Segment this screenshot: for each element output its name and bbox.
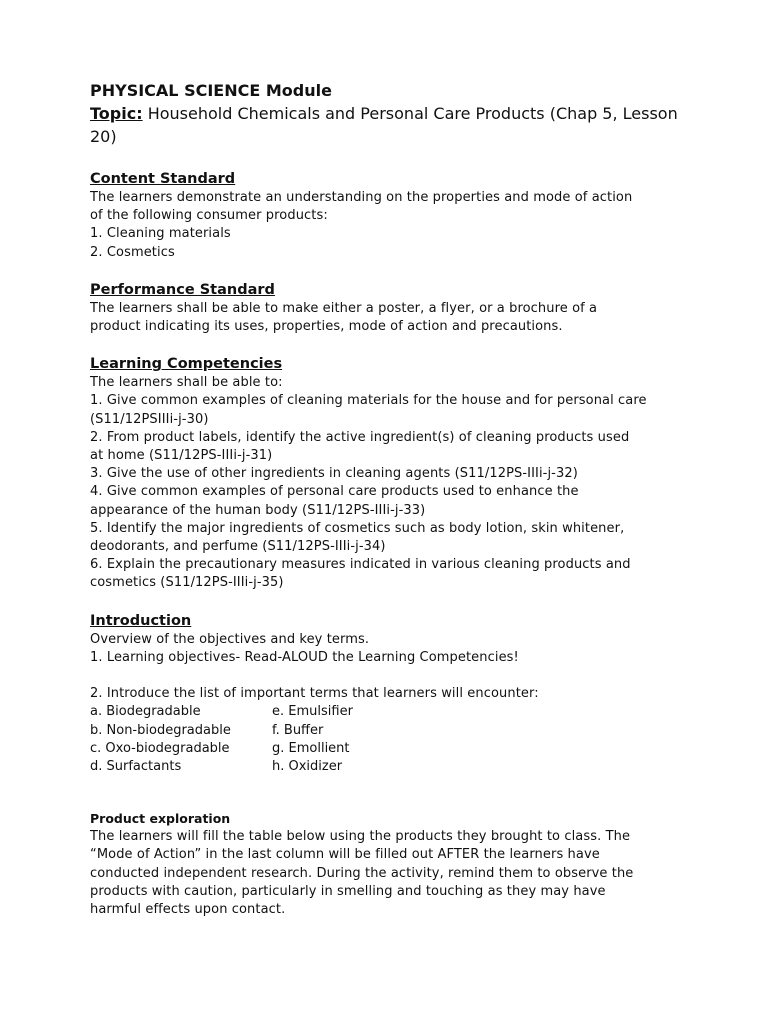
product-exploration-heading: Product exploration: [90, 811, 231, 827]
product-exploration-line: The learners will fill the table below using the products they brought to class. The: [90, 829, 631, 845]
competency-line: 2. From product labels, identify the active ingredient(s) of cleaning products used: [90, 429, 630, 445]
term-item: h. Oxidizer: [272, 759, 343, 775]
competency-line: cosmetics (S11/12PS-IIIi-j-35): [90, 575, 284, 591]
content-standard-heading: Content Standard: [90, 171, 236, 187]
introduction-heading: Introduction: [90, 612, 192, 629]
topic-label: Topic:: [90, 104, 143, 123]
competency-line: deodorants, and perfume (S11/12PS-IIIi-j-34): [90, 539, 386, 555]
introduction-line: Overview of the objectives and key terms.: [90, 631, 370, 647]
performance-standard-line: product indicating its uses, properties, mode of action and precautions.: [90, 319, 563, 335]
terms-intro: 2. Introduce the list of important terms that learners will encounter:: [90, 686, 539, 702]
content-standard-line: of the following consumer products:: [90, 208, 328, 224]
product-exploration-line: products with caution, particularly in smelling and touching as they may have: [90, 883, 606, 899]
performance-standard-section: [90, 280, 690, 336]
competency-line: The learners shall be able to:: [90, 375, 283, 391]
competency-line: (S11/12PSIIIi-j-30): [90, 411, 209, 427]
performance-standard-line: The learners shall be able to make either a poster, a flyer, or a brochure of a: [90, 300, 598, 316]
content-standard-line: The learners demonstrate an understanding on the properties and mode of action: [90, 190, 633, 205]
competency-line: 4. Give common examples of personal care products used to enhance the: [90, 484, 579, 500]
competency-line: 3. Give the use of other ingredients in cleaning agents (S11/12PS-IIIi-j-32): [90, 466, 578, 482]
introduction-section: [90, 611, 690, 777]
blank-line: [90, 667, 690, 685]
content-standard-item: 1. Cleaning materials: [90, 226, 231, 242]
product-exploration-section: [90, 810, 690, 919]
content-standard-section: [90, 169, 690, 262]
competency-line: 1. Give common examples of cleaning materials for the house and for personal care: [90, 393, 647, 409]
product-exploration-line: “Mode of Action” in the last column will be filled out AFTER the learners have: [90, 847, 600, 863]
competency-line: 5. Identify the major ingredients of cosmetics such as body lotion, skin whitener,: [90, 520, 625, 536]
term-item: d. Surfactants: [90, 759, 182, 775]
learning-competencies-section: [90, 354, 690, 592]
topic-text: Household Chemicals and Personal Care Products (Chap 5, Lesson 20): [90, 104, 678, 146]
competency-line: 6. Explain the precautionary measures indicated in various cleaning products and: [90, 557, 631, 573]
document-page: [90, 80, 690, 919]
key-terms-list: [90, 703, 690, 776]
content-standard-item: 2. Cosmetics: [90, 244, 175, 260]
document-title: PHYSICAL SCIENCE Module: [90, 81, 332, 100]
introduction-line: 1. Learning objectives- Read-ALOUD the Learning Competencies!: [90, 649, 519, 665]
competency-line: appearance of the human body (S11/12PS-IIIi-j-33): [90, 502, 426, 518]
term-item: a. Biodegradable: [90, 704, 201, 720]
topic-line: [90, 102, 690, 148]
product-exploration-line: conducted independent research. During the activity, remind them to observe the: [90, 865, 634, 881]
product-exploration-line: harmful effects upon contact.: [90, 902, 286, 918]
learning-competencies-heading: Learning Competencies: [90, 356, 283, 373]
term-item: g. Emollient: [272, 740, 350, 756]
term-item: c. Oxo-biodegradable: [90, 740, 230, 756]
competency-line: at home (S11/12PS-IIIi-j-31): [90, 448, 273, 464]
term-item: b. Non-biodegradable: [90, 722, 231, 738]
performance-standard-heading: Performance Standard: [90, 281, 275, 298]
term-item: f. Buffer: [272, 722, 324, 738]
term-item: e. Emulsifier: [272, 704, 353, 720]
